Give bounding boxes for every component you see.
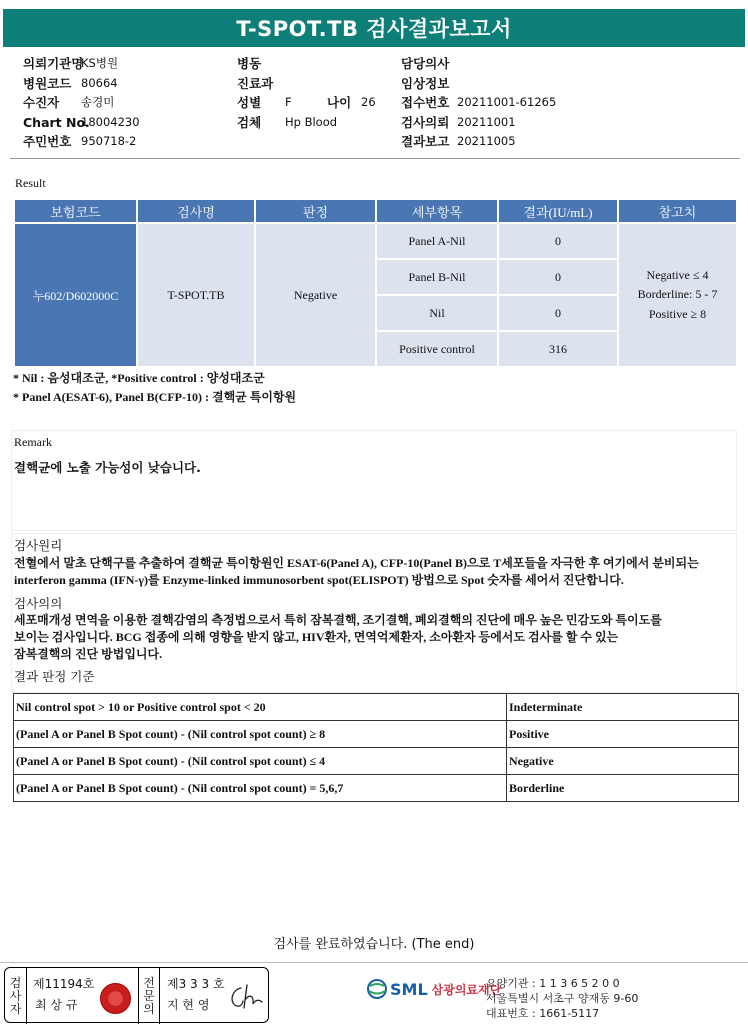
- header-result-value: 결과(IU/mL): [498, 199, 618, 223]
- info-row: [237, 74, 376, 94]
- contact-line: 요양기관 : 1 1 3 6 5 2 0 0: [486, 977, 620, 990]
- table-row: [14, 775, 739, 802]
- remark-box: [11, 430, 737, 531]
- info-label: 진료과: [237, 75, 274, 91]
- info-row: [401, 113, 556, 133]
- info-value: 950718-2: [81, 134, 137, 148]
- result-value-cell: 0: [498, 259, 618, 295]
- patient-info-col3: [401, 54, 556, 152]
- test-name-cell: T-SPOT.TB: [137, 223, 255, 367]
- logo-text: SML: [390, 979, 428, 999]
- note-line: * Nil : 음성대조군, *Positive control : 양성대조군: [13, 371, 265, 385]
- header-reference: 참고치: [618, 199, 737, 223]
- label-char: 검: [9, 975, 22, 990]
- info-row: [23, 74, 140, 94]
- detail-item-cell: Panel B-Nil: [376, 259, 498, 295]
- info-label: 주민번호: [23, 134, 72, 149]
- info-label: 담당의사: [401, 56, 450, 71]
- info-label: Chart No.: [23, 114, 90, 130]
- detail-item-cell: Panel A-Nil: [376, 223, 498, 259]
- info-label: 병원코드: [23, 75, 72, 91]
- detail-item-cell: Positive control: [376, 331, 498, 367]
- logo-org: 삼광의료재단: [431, 982, 502, 997]
- info-row: [23, 132, 140, 152]
- judgement-cell: Negative: [255, 223, 376, 367]
- contact-line: 대표번호 : 1661-5117: [486, 1007, 600, 1020]
- info-row: [401, 132, 556, 152]
- label-char: 의: [143, 1001, 155, 1016]
- header-test-name: 검사명: [137, 199, 255, 223]
- specialist-license: 제3 3 3 호: [167, 977, 225, 991]
- info-row: [401, 54, 556, 74]
- result-header-row: [14, 199, 737, 223]
- result-section-label: Result: [15, 176, 46, 190]
- info-row: [237, 54, 376, 74]
- info-value: KS병원: [81, 56, 119, 70]
- signature-box: [4, 967, 269, 1023]
- inspector-label: [5, 968, 27, 1024]
- criteria-table: [13, 693, 739, 802]
- note-line: * Panel A(ESAT-6), Panel B(CFP-10) : 결핵균 특이항원: [13, 390, 297, 404]
- info-label: 검체: [237, 114, 262, 130]
- principle-line: 전혈에서 말초 단핵구를 추출하여 결핵균 특이항원인 ESAT-6(Panel A), CFP-10(Panel B)으로 T세포들을 자극한 후 여기에서 분비되는: [14, 556, 699, 570]
- remark-text: 결핵균에 노출 가능성이 낮습니다.: [14, 460, 201, 475]
- info-row: [23, 93, 140, 113]
- info-label: 접수번호: [401, 95, 450, 110]
- info-label: 임상정보: [401, 75, 450, 91]
- specialist-name: 지 현 영: [167, 998, 210, 1012]
- criteria-label: 결과 판정 기준: [14, 669, 95, 684]
- end-text: 검사를 완료하였습니다. (The end): [273, 937, 475, 952]
- info-value: 송경미: [81, 95, 115, 109]
- info-row: [23, 113, 140, 133]
- result-table: [13, 198, 738, 368]
- principle-line: interferon gamma (IFN-γ)를 Enzyme-linked immunosorbent spot(ELISPOT) 방법으로 Spot 숫자를 세어서 진단합니다.: [14, 573, 624, 587]
- info-label: 수진자: [23, 95, 60, 110]
- result-value-cell: 0: [498, 223, 618, 259]
- table-row: [14, 694, 739, 721]
- significance-line: 세포매개성 면역을 이용한 결핵감염의 측정법으로서 특히 잠복결핵, 조기결핵, 폐외결핵의 진단에 매우 높은 민감도와 특이도를: [14, 613, 662, 627]
- contact-line: 서울특별시 서초구 양재동 9-60: [486, 992, 639, 1005]
- patient-info-col2: [237, 54, 376, 132]
- significance-line: 잠복결핵의 진단 방법입니다.: [14, 647, 163, 661]
- info-label: 병동: [237, 56, 262, 71]
- insurance-code-cell: 누602/D602000C: [14, 223, 137, 367]
- significance-label: 검사의의: [14, 596, 63, 611]
- table-row: [14, 223, 737, 259]
- info-value: 20211001: [457, 114, 516, 129]
- result-notes: [13, 369, 296, 407]
- header-judgement: 판정: [255, 199, 376, 223]
- criteria-result: Indeterminate: [507, 694, 739, 721]
- specialist-label: [138, 968, 160, 1024]
- reference-cell: [618, 223, 737, 367]
- info-label: 검사의뢰: [401, 114, 450, 130]
- label-char: 전: [143, 975, 155, 990]
- inspector-license: 제11194호: [33, 977, 95, 991]
- label-char: 문: [143, 988, 155, 1003]
- header-detail-item: 세부항목: [376, 199, 498, 223]
- info-row: [401, 74, 556, 94]
- criteria-condition: (Panel A or Panel B Spot count) - (Nil control spot count) ≤ 4: [14, 748, 507, 775]
- info-value: 26: [361, 95, 376, 109]
- info-row: [237, 93, 376, 113]
- principle-text: [14, 555, 738, 589]
- info-label: 성별: [237, 95, 262, 110]
- label-char: 자: [9, 1001, 22, 1016]
- patient-info-col1: [23, 54, 140, 152]
- significance-text: [14, 612, 738, 663]
- info-label: 의뢰기관명: [23, 56, 84, 71]
- contact-info: [486, 976, 638, 1021]
- info-label: 결과보고: [401, 134, 450, 149]
- sml-logo: [366, 978, 501, 1000]
- info-value: Hp Blood: [285, 114, 338, 129]
- remark-label: Remark: [14, 435, 52, 449]
- result-value-cell: 0: [498, 295, 618, 331]
- table-row: [14, 748, 739, 775]
- criteria-result: Borderline: [507, 775, 739, 802]
- table-row: [14, 721, 739, 748]
- criteria-condition: (Panel A or Panel B Spot count) - (Nil control spot count) = 5,6,7: [14, 775, 507, 802]
- principle-box: [11, 533, 737, 693]
- reference-line: Negative ≤ 4: [646, 267, 709, 282]
- criteria-result: Negative: [507, 748, 739, 775]
- info-value: 20211001-61265: [457, 95, 557, 109]
- significance-line: 보이는 검사입니다. BCG 접종에 의해 영향을 받지 않고, HIV환자, 면역억제환자, 소아환자 등에서도 검사를 할 수 있는: [14, 630, 619, 644]
- report-title: T-SPOT.TB 검사결과보고서: [3, 9, 745, 47]
- info-label: 나이: [327, 95, 352, 110]
- info-value: 20211005: [457, 134, 516, 148]
- reference-line: Borderline: 5 - 7: [637, 287, 718, 302]
- info-row: [237, 113, 376, 133]
- principle-label: 검사원리: [14, 538, 63, 553]
- sml-globe-icon: [366, 978, 388, 1000]
- result-value-cell: 316: [498, 331, 618, 367]
- signature-icon: [227, 982, 265, 1012]
- info-value: 18004230: [81, 114, 140, 129]
- detail-item-cell: Nil: [376, 295, 498, 331]
- header-insurance-code: 보험코드: [14, 199, 137, 223]
- divider: [10, 158, 740, 159]
- info-value: F: [285, 95, 292, 109]
- label-char: 사: [9, 988, 22, 1003]
- reference-line: Positive ≥ 8: [648, 306, 707, 321]
- info-row: [23, 54, 140, 74]
- criteria-result: Positive: [507, 721, 739, 748]
- footer-divider: [0, 962, 748, 963]
- criteria-condition: (Panel A or Panel B Spot count) - (Nil control spot count) ≥ 8: [14, 721, 507, 748]
- seal-stamp-icon: [100, 983, 131, 1014]
- inspector-name: 최 상 규: [35, 998, 78, 1012]
- criteria-condition: Nil control spot > 10 or Positive control spot < 20: [14, 694, 507, 721]
- info-row: [401, 93, 556, 113]
- info-value: 80664: [81, 75, 118, 90]
